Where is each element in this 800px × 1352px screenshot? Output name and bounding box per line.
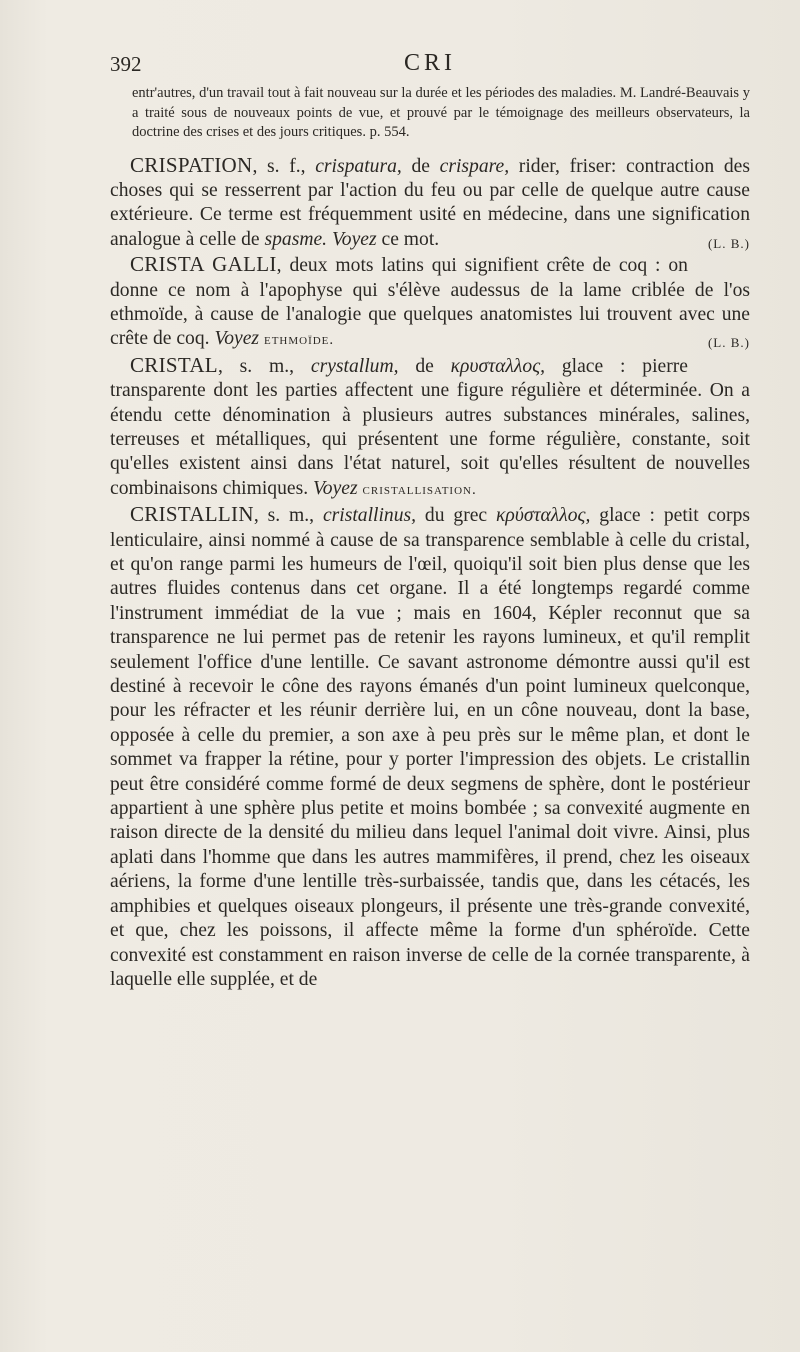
cross-reference: cristallisation. xyxy=(362,481,477,498)
entry-crista-galli: CRISTA GALLI, deux mots latins qui signifient crête de coq : on donne ce nom à l'apophyse qui s'élève audessus de la lame criblée de l'os ethmoïde, à cause de l'analogie que quelques anatomistes lui trouvent avec une crête de coq. Voyez ethmoïde. (L. B.) xyxy=(110,252,750,353)
entry-crispation: CRISPATION, s. f., crispatura, de crispare, rider, friser: contraction des choses qui se resserrent par l'action du feu ou par celle de quelque autre cause extérieure. Ce terme est fréquemment usité en médecine, dans une signification analogue à celle de spasme. Voyez ce mot. (L. B.) xyxy=(110,153,750,253)
page-number: 392 xyxy=(110,52,142,76)
entry-cristal: CRISTAL, s. m., crystallum, de κρυσταλλος, glace : pierre transparente dont les parties affectent une figure régulière et déterminée. On a étendu cette dénomination à plusieurs autres substances minérales, salines, terreuses et métalliques, qui présentent une forme régulière, constante, soit qu'elles existent ainsi dans l'état naturel, soit qu'elles résultent de nouvelles combinaisons chimiques. Voyez cristallisation. xyxy=(110,352,750,499)
entry-cristallin: CRISTALLIN, s. m., cristallinus, du grec κρύσταλλος, glace : petit corps lenticulaire, ainsi nommé à cause de sa transparence semblable à celle du cristal, et qu'on range parmi les humeurs de l'œil, quoiqu'il soit bien plus dense que les autres fluides contenus dans cet organe. Il a été longtemps regardé comme l'instrument immédiat de la vue ; mais en 1604, Képler reconnut que sa transparence ne lui permet pas de retenir les rayons lumineux, et qu'il remplit seulement l'office d'une lentille. Ce savant astronome démontre aussi qu'il est destiné à recevoir le cône des rayons émanés d'un point lumineux quelconque, pour les réfracter et les réunir derrière lui, en un cône nouveau, dont la base, opposée à celle du premier, a son axe à peu près sur le même plan, et dont le sommet va frapper la rétine, pour y porter l'impression des objets. Le cristallin peut être considéré comme formé de deux segmens de sphère, dont le postérieur appartient à une sphère plus petite et moins bombée ; sa convexité augmente en raison directe de la densité du milieu dans lequel l'animal doit vivre. Ainsi, plus aplati dans l'homme que dans les autres mammifères, il prend, chez les oiseaux aériens, la forme d'une lentille très-surbaissée, tandis que, dans les cétacés, les amphibies et quelques oiseaux plongeurs, il présente une très-grande convexité, et que, chez les poissons, il affecte même la forme d'un sphéroïde. Cette convexité est constamment en raison inverse de celle de la cornée transparente, à laquelle elle supplée, et de xyxy=(110,502,750,990)
author-signature: (L. B.) xyxy=(707,335,750,351)
author-signature: (L. B.) xyxy=(707,235,750,251)
running-head: CRI xyxy=(403,50,456,76)
headword: CRISPATION xyxy=(130,152,253,177)
headword: CRISTA GALLI xyxy=(130,252,277,277)
footnote-continuation: entr'autres, d'un travail tout à fait nouveau sur la durée et les périodes des maladies. M. Landré-Beauvais y a traité sous de nouveaux points de vue, et prouvé par le témoignage des meilleurs observateurs, la doctrine des crises et des jours critiques. p. 554. xyxy=(132,85,750,140)
headword: CRISTAL xyxy=(130,352,218,377)
page-header xyxy=(110,50,750,84)
headword: CRISTALLIN xyxy=(130,502,254,527)
cross-reference: ethmoïde. xyxy=(263,332,335,349)
page-content xyxy=(110,84,750,992)
